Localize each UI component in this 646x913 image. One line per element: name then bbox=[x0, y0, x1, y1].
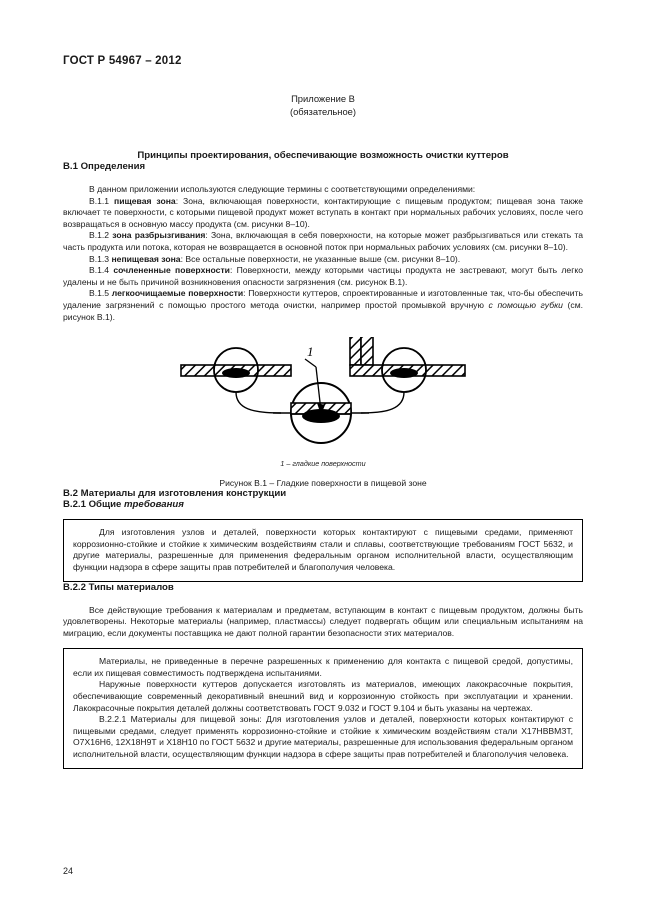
term-number-b1-5: В.1.5 bbox=[89, 288, 112, 299]
section-heading-b1: В.1 Определения bbox=[63, 161, 146, 172]
term-text-b1-5-tail: (см. рисунок В.1). bbox=[63, 299, 584, 322]
figure-b1 bbox=[63, 337, 583, 488]
right-joint-group bbox=[350, 337, 465, 392]
term-text-b1-2: : Зона, включающая в себя поверхности, на которые может разбрызгиваться или стекать та часть продукта или потока, которая не возвращается в основной поток при нормальных рабочих условиях (см. рисунки 8–10). bbox=[63, 230, 583, 252]
left-joint-group bbox=[181, 348, 291, 392]
boxed-note-b21 bbox=[63, 519, 583, 581]
annex-subtitle: (обязательное) bbox=[289, 105, 357, 117]
term-text-b1-3: : Все остальные поверхности, не указанные выше (см. рисунки 8–10). bbox=[180, 253, 461, 264]
paragraph-b1-5 bbox=[63, 288, 583, 323]
term-text-b1-4: : Поверхности, между которыми частицы продукта не застревают, могут быть легко удалены и не быть причиной возникновения опасности загрязнения (см. рисунок В.1). bbox=[63, 265, 583, 287]
term-name-b1-5: легкоочищаемые поверхности bbox=[111, 288, 244, 299]
section-heading-b22: В.2.2 Типы материалов bbox=[63, 581, 174, 593]
section-heading-b2: В.2 Материалы для изготовления конструкции bbox=[63, 488, 287, 500]
annex-title-block bbox=[63, 93, 583, 118]
figure-caption: Рисунок В.1 – Гладкие поверхности в пищевой зоне bbox=[219, 478, 427, 489]
paragraph-b1-2 bbox=[63, 230, 583, 253]
paragraph-b1-4 bbox=[63, 265, 583, 288]
annex-title: Приложение В bbox=[291, 93, 355, 104]
paragraph-b21-box: Для изготовления узлов и деталей, поверхности которых контактируют с пищевыми средами, применяют коррозионно-стойкие и стойкие к химическим воздействиям стали и сплавы, соответствующие требованиям ГОСТ 5632, и другие материалы, разрешенные для применения федеральным органом исполнительной власти, осуществляющим функции надзора в сфере защиты прав потребителей и благополучия человека. bbox=[73, 527, 573, 572]
figure-legend: 1 – гладкие поверхности bbox=[280, 459, 366, 469]
paragraph-box2-2: Наружные поверхности куттеров допускается изготовлять из материалов, имеющих лакокрасочные покрытия, обеспечивающие современный декоративный внешний вид и коррозионную стойкость при эксплуатации и хранении. Лакокрасочные покрытия деталей должны соответствовать ГОСТ 9.032 и ГОСТ 9.104 и быть указаны на чертежах. bbox=[73, 679, 573, 713]
paragraph-b1-intro: В данном приложении используются следующие термины с соответствующими определениями: bbox=[89, 184, 476, 194]
paragraph-box2-3: В.2.2.1 Материалы для пищевой зоны: Для изготовления узлов и деталей, поверхности которых контактируют с пищевыми средами, следует применять коррозионно-стойкие и стойкие к химическим воздействиям стали Х17НВВМЗТ, О7Х16Н6, 12Х18Н9Т и Х18Н10 по ГОСТ 5632 и другие материалы, разрешенные для использования федеральным органом исполнительной власти, осуществляющим функции надзора в сфере защиты прав потребителей и благополучия человека. bbox=[73, 714, 573, 760]
page-content bbox=[63, 0, 583, 769]
annex-heading: Принципы проектирования, обеспечивающие возможность очистки куттеров bbox=[137, 150, 509, 161]
page-number: 24 bbox=[63, 866, 74, 876]
section-heading-b21 bbox=[63, 499, 583, 510]
paragraph-b22: Все действующие требования к материалам и предметам, вступающим в контакт с пищевым продуктом, должны быть удовлетворены. Некоторые материалы (например, пластмассы) следует подвергать общим или специальным испытаниям на миграцию, если документы поставщика не дают полной гарантии безопасности этих материалов. bbox=[63, 604, 583, 638]
term-name-b1-4: сочлененные поверхности bbox=[113, 265, 230, 276]
term-text-b1-5-italic: с помощью губки bbox=[488, 299, 563, 310]
term-text-b1-5: : Поверхности куттеров, спроектированные и изготовленные так, что-бы обеспечить удаление загрязнений с помощью простого метода очистки, например простой промывкой вручную bbox=[63, 288, 583, 310]
term-name-b1-3: непищевая зона bbox=[111, 253, 181, 264]
boxed-note-b22 bbox=[63, 648, 583, 768]
paragraph-box2-1: Материалы, не приведенные в перечне разрешенных к применению для контакта с пищевой средой, допустимы, если их пищевая совместимость подтверждена испытаниями. bbox=[73, 656, 573, 678]
paragraph-b1-3 bbox=[63, 254, 583, 266]
section-heading-b21-italic: требования bbox=[123, 499, 184, 511]
callout-label-1: 1 bbox=[307, 344, 314, 360]
smooth-surfaces-diagram bbox=[173, 337, 473, 452]
section-heading-b21-plain: В.2.1 Общие bbox=[63, 499, 124, 511]
term-name-b1-1: пищевая зона bbox=[114, 195, 176, 206]
term-number-b1-4: В.1.4 bbox=[89, 265, 114, 276]
term-text-b1-1: : Зона, включающая поверхности, контактирующие с пищевым продуктом; пищевая зона также включает те поверхности, с которыми пищевой продукт может вступать в контакт при нормальных рабочих условиях, после чего возвращаться в основную массу продукта (см. рисунки 8–10). bbox=[63, 195, 583, 229]
term-name-b1-2: зона разбрызгивания bbox=[112, 230, 206, 241]
term-number-b1-3: В.1.3 bbox=[89, 253, 112, 264]
paragraph-b1-1 bbox=[63, 196, 583, 231]
term-number-b1-2: В.1.2 bbox=[89, 230, 113, 241]
term-number-b1-1: В.1.1 bbox=[89, 195, 115, 206]
standard-header: ГОСТ Р 54967 – 2012 bbox=[63, 55, 182, 67]
